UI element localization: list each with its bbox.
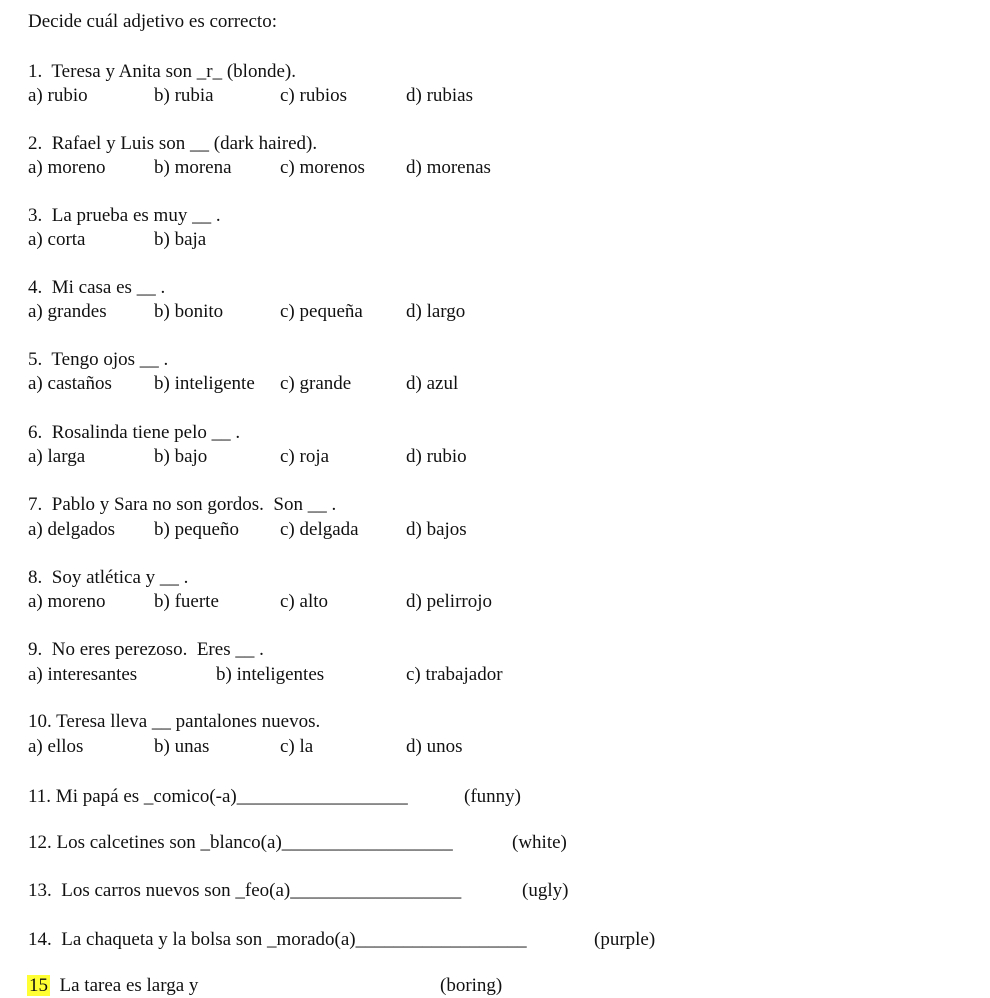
q10-option-a: a) ellos: [28, 736, 84, 757]
q7-option-b: b) pequeño: [154, 519, 239, 540]
q8-option-c: c) alto: [280, 591, 329, 612]
q2-option-a: a) moreno: [28, 157, 106, 178]
q1-option-d: d) rubias: [406, 85, 474, 106]
q5-option-d: d) azul: [406, 373, 459, 394]
q8-option-b: b) fuerte: [154, 591, 219, 612]
q6-option-c: c) roja: [280, 446, 330, 467]
question-2-prompt: 2. Rafael y Luis son __ (dark haired).: [28, 133, 318, 154]
q4-option-c: c) pequeña: [280, 301, 363, 322]
question-9-prompt: 9. No eres perezoso. Eres __ .: [28, 639, 264, 660]
question-1-prompt: 1. Teresa y Anita son _r_ (blonde).: [28, 61, 296, 82]
instructions: Decide cuál adjetivo es correcto:: [28, 11, 277, 32]
q7-option-a: a) delgados: [28, 519, 116, 540]
q1-option-a: a) rubio: [28, 85, 88, 106]
item-15-text: La tarea es larga y: [50, 975, 199, 996]
question-6-prompt: 6. Rosalinda tiene pelo __ .: [28, 422, 241, 443]
fill-in-14: 14. La chaqueta y la bolsa son _morado(a)__________________: [28, 929, 527, 950]
question-10-prompt: 10. Teresa lleva __ pantalones nuevos.: [28, 711, 321, 732]
q1-option-b: b) rubia: [154, 85, 214, 106]
fill-in-14-hint: (purple): [594, 929, 656, 950]
q5-option-b: b) inteligente: [154, 373, 255, 394]
q9-option-b: b) inteligentes: [216, 664, 325, 685]
q10-option-b: b) unas: [154, 736, 210, 757]
q2-option-d: d) morenas: [406, 157, 491, 178]
q10-option-d: d) unos: [406, 736, 463, 757]
question-7-prompt: 7. Pablo y Sara no son gordos. Son __ .: [28, 494, 337, 515]
q2-option-b: b) morena: [154, 157, 232, 178]
question-8-prompt: 8. Soy atlética y __ .: [28, 567, 189, 588]
q6-option-a: a) larga: [28, 446, 86, 467]
item-15-number-highlight: 15: [29, 975, 48, 996]
question-5-prompt: 5. Tengo ojos __ .: [28, 349, 169, 370]
q4-option-a: a) grandes: [28, 301, 107, 322]
q2-option-c: c) morenos: [280, 157, 365, 178]
q3-option-b: b) baja: [154, 229, 207, 250]
q9-option-a: a) interesantes: [28, 664, 138, 685]
item-15-hint: (boring): [440, 975, 503, 996]
fill-in-13: 13. Los carros nuevos son _feo(a)__________________: [28, 880, 462, 901]
q1-option-c: c) rubios: [280, 85, 348, 106]
q8-option-d: d) pelirrojo: [406, 591, 493, 612]
fill-in-11-hint: (funny): [464, 786, 521, 807]
q7-option-d: d) bajos: [406, 519, 467, 540]
question-4-prompt: 4. Mi casa es __ .: [28, 277, 166, 298]
q10-option-c: c) la: [280, 736, 314, 757]
q8-option-a: a) moreno: [28, 591, 106, 612]
q7-option-c: c) delgada: [280, 519, 359, 540]
item-15: [27, 974, 198, 998]
q4-option-d: d) largo: [406, 301, 466, 322]
q4-option-b: b) bonito: [154, 301, 224, 322]
q5-option-c: c) grande: [280, 373, 352, 394]
fill-in-11: 11. Mi papá es _comico(-a)__________________: [28, 786, 408, 807]
q5-option-a: a) castaños: [28, 373, 112, 394]
question-3-prompt: 3. La prueba es muy __ .: [28, 205, 221, 226]
q3-option-a: a) corta: [28, 229, 86, 250]
fill-in-12: 12. Los calcetines son _blanco(a)__________________: [28, 832, 453, 853]
q9-option-c: c) trabajador: [406, 664, 503, 685]
fill-in-13-hint: (ugly): [522, 880, 569, 901]
fill-in-12-hint: (white): [512, 832, 567, 853]
q6-option-d: d) rubio: [406, 446, 467, 467]
q6-option-b: b) bajo: [154, 446, 208, 467]
